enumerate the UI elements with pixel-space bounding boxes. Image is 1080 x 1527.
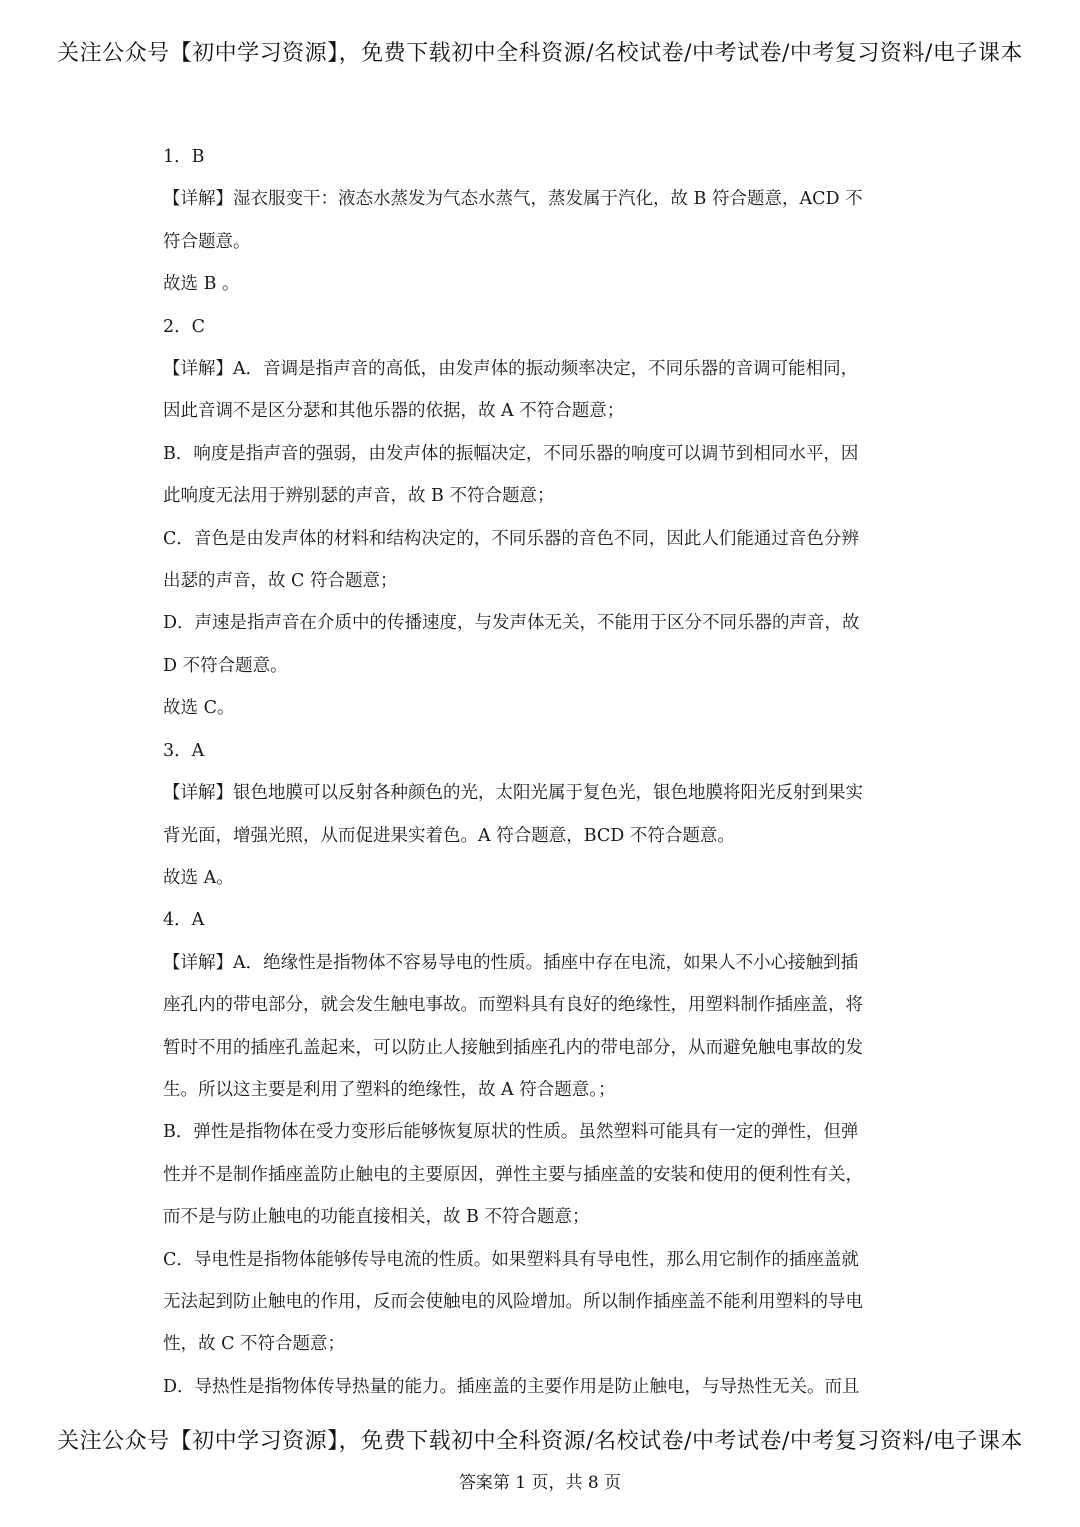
answer-line: 此响度无法用于辨别瑟的声音，故 B 不符合题意；	[163, 486, 555, 507]
answer-line: C．导电性是指物体能够传导电流的性质。如果塑料具有导电性，那么用它制作的插座盖就	[163, 1249, 859, 1270]
answer-line: 生。所以这主要是利用了塑料的绝缘性，故 A 符合题意。；	[163, 1079, 616, 1100]
answer-line: 故选 B 。	[163, 274, 240, 295]
answer-line: 【详解】A．绝缘性是指物体不容易导电的性质。插座中存在电流，如果人不小心接触到插	[163, 952, 859, 973]
footer-banner: 关注公众号【初中学习资源】，免费下载初中全科资源/名校试卷/中考试卷/中考复习资料/电子课本	[57, 1429, 1023, 1454]
answer-line: 2．C	[163, 316, 206, 337]
page-number: 答案第 1 页，共 8 页	[458, 1473, 622, 1493]
answer-line: 而不是与防止触电的功能直接相关，故 B 不符合题意；	[163, 1207, 590, 1228]
answer-line: D 不符合题意。	[163, 655, 288, 676]
answer-line: C．音色是由发声体的材料和结构决定的，不同乐器的音色不同，因此人们能通过音色分辨	[163, 528, 859, 549]
answer-line: 【详解】A．音调是指声音的高低，由发声体的振动频率决定，不同乐器的音调可能相同，	[163, 359, 859, 380]
answer-line: B．响度是指声音的强弱，由发声体的振幅决定，不同乐器的响度可以调节到相同水平，因	[163, 443, 859, 464]
answer-line: 1．B	[163, 147, 205, 167]
answer-line: 故选 A。	[163, 867, 234, 888]
answer-line: D．声速是指声音在介质中的传播速度，与发声体无关，不能用于区分不同乐器的声音，故	[163, 613, 860, 634]
answer-line: 性并不是制作插座盖防止触电的主要原因，弹性主要与插座盖的安装和使用的便利性有关，	[163, 1164, 863, 1185]
answer-body	[163, 136, 923, 1408]
answer-line: 符合题意。	[163, 231, 251, 252]
answer-line: 暂时不用的插座孔盖起来，可以防止人接触到插座孔内的带电部分，从而避免触电事故的发	[163, 1037, 863, 1058]
answer-line: 背光面，增强光照，从而促进果实着色。A 符合题意，BCD 不符合题意。	[163, 825, 735, 846]
answer-line: D．导热性是指物体传导热量的能力。插座盖的主要作用是防止触电，与导热性无关。而且	[163, 1376, 860, 1397]
answer-line: 因此音调不是区分瑟和其他乐器的依据，故 A 不符合题意；	[163, 401, 625, 422]
answer-line: 座孔内的带电部分，就会发生触电事故。而塑料具有良好的绝缘性，用塑料制作插座盖，将	[163, 995, 863, 1016]
answer-line: 【详解】银色地膜可以反射各种颜色的光，太阳光属于复色光，银色地膜将阳光反射到果实	[163, 783, 863, 804]
answer-line: 3．A	[163, 740, 205, 761]
answer-line: B．弹性是指物体在受力变形后能够恢复原状的性质。虽然塑料可能具有一定的弹性，但弹	[163, 1122, 859, 1143]
header-banner: 关注公众号【初中学习资源】，免费下载初中全科资源/名校试卷/中考试卷/中考复习资料/电子课本	[57, 41, 1023, 66]
answer-line: 性，故 C 不符合题意；	[163, 1334, 346, 1355]
answer-line: 无法起到防止触电的作用，反而会使触电的风险增加。所以制作插座盖不能利用塑料的导电	[163, 1291, 863, 1312]
answer-line: 故选 C。	[163, 698, 235, 719]
answer-line: 4．A	[163, 910, 205, 931]
answer-line: 出瑟的声音，故 C 符合题意；	[163, 571, 398, 592]
answer-line: 【详解】湿衣服变干：液态水蒸发为气态水蒸气，蒸发属于汽化，故 B 符合题意，ACD 不	[163, 189, 863, 210]
